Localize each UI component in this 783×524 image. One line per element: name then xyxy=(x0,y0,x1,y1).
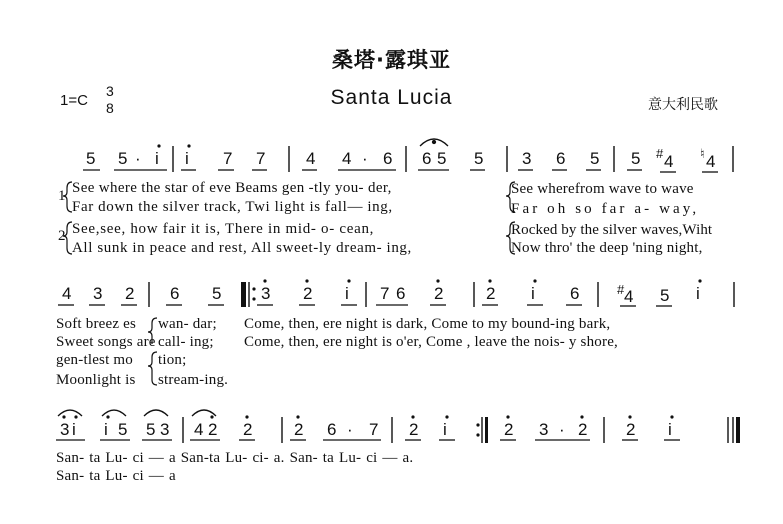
note-high: i xyxy=(155,149,159,168)
note: 7 xyxy=(380,284,390,303)
note-high: 2 xyxy=(303,284,313,303)
note: 4 xyxy=(194,420,204,439)
note: 3 xyxy=(160,420,170,439)
note: 2 xyxy=(125,284,135,303)
repeat-start xyxy=(241,282,256,307)
note: 6 xyxy=(556,149,566,168)
note: 3 xyxy=(93,284,103,303)
lyric-line: See,see, how fair it is, There in mid- o- cean, xyxy=(72,221,375,237)
lyric-line: Come, then, ere night is o'er, Come , leave the nois- y shore, xyxy=(244,334,618,350)
lyric-line: Now thro' the deep 'ning night, xyxy=(511,240,703,256)
time-signature-top: 3 xyxy=(106,83,114,99)
note: 5 xyxy=(86,149,96,168)
lyric-braces xyxy=(63,182,515,385)
note-high: 2 xyxy=(434,284,444,303)
note: 7 xyxy=(256,149,266,168)
octave-dots xyxy=(62,144,701,418)
song-origin: 意大利民歌 xyxy=(648,97,718,113)
verse-label-1: 1 xyxy=(58,188,66,204)
note-high: 2 xyxy=(504,420,514,439)
lyric-line: Far down the silver track, Twi light is fall— ing, xyxy=(72,199,393,215)
note: 5 xyxy=(118,149,128,168)
note: 6 xyxy=(327,420,337,439)
note-high: i xyxy=(345,284,349,303)
lyric-line: Come, then, ere night is dark, Come to my bound-ing bark, xyxy=(244,316,611,332)
sharp-sign: # xyxy=(617,282,625,297)
note: 5 xyxy=(660,286,670,305)
note-high: 3 xyxy=(261,284,271,303)
note: 6 xyxy=(570,284,580,303)
note: 4 xyxy=(342,149,352,168)
sharp-sign: # xyxy=(656,146,664,161)
note: 5 xyxy=(631,149,641,168)
lyric-line: Moonlight is xyxy=(56,372,136,388)
lyric-line: wan- dar; xyxy=(158,316,217,332)
lyric-line: Rocked by the silver waves,Wiht xyxy=(511,222,713,238)
note: 6 xyxy=(170,284,180,303)
final-barline xyxy=(733,417,740,443)
lyric-line: Soft breez es xyxy=(56,316,137,332)
dot-duration: · xyxy=(362,149,368,168)
repeat-end xyxy=(476,417,488,443)
lyric-line: San- ta Lu- ci — a xyxy=(56,468,176,484)
note: 5 xyxy=(474,149,484,168)
time-signature-bottom: 8 xyxy=(106,100,114,116)
note-high: i xyxy=(443,420,447,439)
lyric-line: Far oh so far a- way, xyxy=(511,201,700,217)
lyric-line: call- ing; xyxy=(158,334,214,350)
note: 6 xyxy=(383,149,393,168)
note: 7 xyxy=(369,420,379,439)
title-english: Santa Lucia xyxy=(330,86,453,109)
note-high: 2 xyxy=(208,420,218,439)
note: 5 xyxy=(118,420,128,439)
dot-duration: · xyxy=(347,420,353,439)
note-high: 2 xyxy=(243,420,253,439)
note: 4 xyxy=(62,284,72,303)
note: 4 xyxy=(624,287,634,306)
note: 6 xyxy=(396,284,406,303)
lyric-line: stream-ing. xyxy=(158,372,229,388)
note-high: 2 xyxy=(486,284,496,303)
note: 4 xyxy=(664,152,674,171)
natural-sign: ♮ xyxy=(700,146,705,161)
note: 3 xyxy=(522,149,532,168)
lyric-line: tion; xyxy=(158,352,187,368)
bar-lines xyxy=(149,146,734,443)
dot-duration: · xyxy=(559,420,565,439)
note: 7 xyxy=(223,149,233,168)
verse-label-2: 2 xyxy=(58,228,66,244)
note-high: 2 xyxy=(294,420,304,439)
title-chinese: 桑塔·露琪亚 xyxy=(332,48,451,72)
note: 5 xyxy=(212,284,222,303)
lyric-line: gen-tlest mo xyxy=(56,352,133,368)
note-high: i xyxy=(696,284,700,303)
note-high: i xyxy=(72,420,76,439)
beam-lines xyxy=(56,170,718,440)
dot-duration: · xyxy=(135,149,141,168)
note: 4 xyxy=(306,149,316,168)
note: 5 xyxy=(590,149,600,168)
lyric-line: All sunk in peace and rest, All sweet-ly dream- ing, xyxy=(72,240,412,256)
note: 3 xyxy=(539,420,549,439)
note-high: 2 xyxy=(409,420,419,439)
note: 4 xyxy=(706,152,716,171)
note-high: 2 xyxy=(626,420,636,439)
note-high: i xyxy=(185,149,189,168)
note-high: 2 xyxy=(578,420,588,439)
slurs xyxy=(58,139,448,416)
key-signature: 1=C xyxy=(60,92,88,109)
note-high: i xyxy=(531,284,535,303)
lyric-line: Sweet songs are xyxy=(56,334,156,350)
lyric-line: See where the star of eve Beams gen -tly you- der, xyxy=(72,180,392,196)
lyric-line: San- ta Lu- ci — a San-ta Lu- ci- a. San- ta Lu- ci — a. xyxy=(56,450,414,466)
note-high: 3 xyxy=(60,420,70,439)
lyric-line: See wherefrom wave to wave xyxy=(511,181,694,197)
note-high: i xyxy=(668,420,672,439)
note: 5 xyxy=(146,420,156,439)
note: 6 xyxy=(422,149,432,168)
note-high: i xyxy=(104,420,108,439)
note: 5 xyxy=(437,149,447,168)
